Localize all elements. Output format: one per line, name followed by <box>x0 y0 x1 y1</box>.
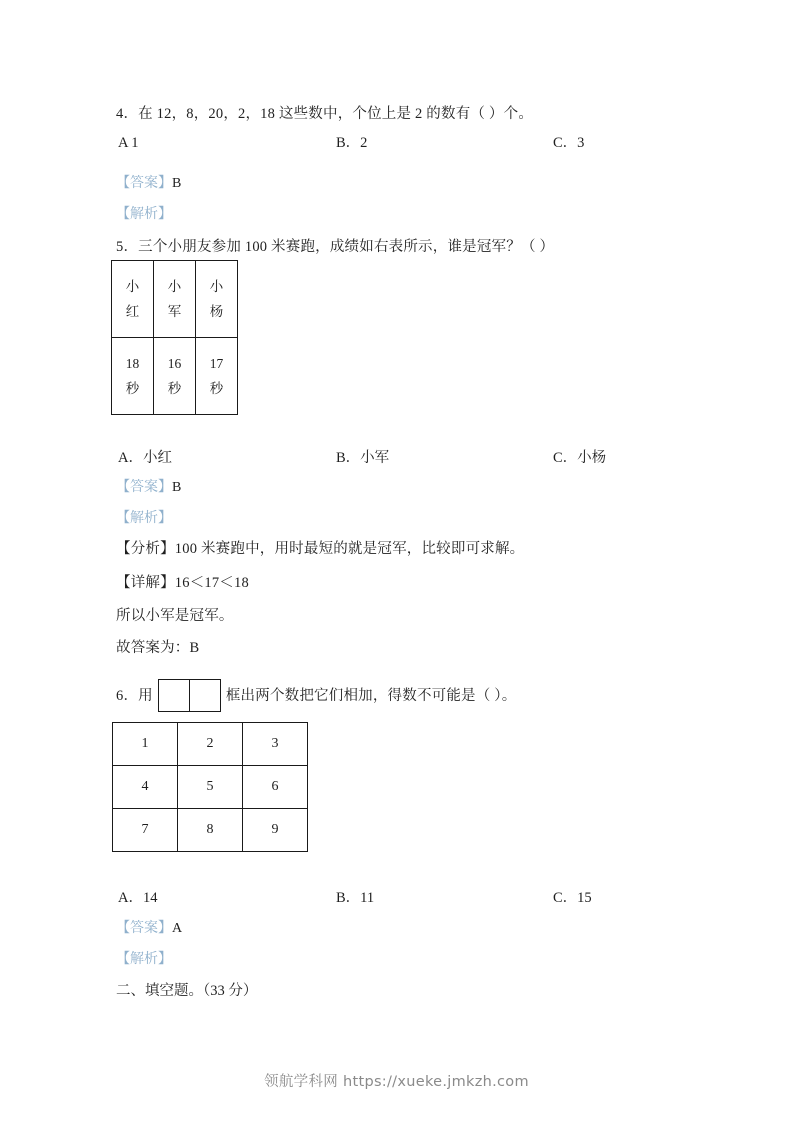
grid-cell-2-2: 5 <box>178 766 243 809</box>
question-5-explanation-line-3: 所以小军是冠军。 <box>116 608 234 624</box>
time-char-2-2: 秒 <box>167 381 182 396</box>
grid-cell-2-3: 6 <box>243 766 308 809</box>
grid-cell-1-1: 1 <box>113 723 178 766</box>
question-5-explanation-line-1: 【分析】100 米赛跑中，用时最短的就是冠军，比较即可求解。 <box>116 541 525 557</box>
question-5-explanation-line-4: 故答案为：B <box>116 640 200 656</box>
question-6-option-c[interactable]: C．15 <box>553 890 592 906</box>
name-char-2-1: 小 <box>167 279 182 294</box>
grid-cell-2-1: 4 <box>113 766 178 809</box>
grid-cell-3-1: 7 <box>113 809 178 852</box>
name-char-3-2: 杨 <box>209 304 224 319</box>
question-6-stem <box>116 680 516 713</box>
question-5-explanation-line-2: 【详解】16＜17＜18 <box>116 575 249 591</box>
time-char-3-1: 17 <box>209 356 224 371</box>
name-char-2-2: 军 <box>167 304 182 319</box>
table-row-times <box>112 338 238 415</box>
question-5-answer <box>116 478 181 498</box>
question-6-stem-suffix: 框出两个数把它们相加，得数不可能是（ ）。 <box>225 687 517 704</box>
question-4-analysis-tag: 【解析】 <box>116 207 172 222</box>
name-char-1-2: 红 <box>125 304 140 319</box>
table-cell-name-3 <box>196 261 238 338</box>
answer-value: B <box>172 176 182 191</box>
question-6-options <box>0 888 793 908</box>
grid-cell-3-2: 8 <box>178 809 243 852</box>
question-4-answer <box>116 174 181 194</box>
question-6-frame-box <box>158 679 221 712</box>
question-6-number-grid <box>112 722 308 852</box>
grid-cell-1-2: 2 <box>178 723 243 766</box>
table-cell-time-3 <box>196 338 238 415</box>
footer-watermark: 领航学科网 https://xueke.jmkzh.com <box>264 1074 529 1090</box>
name-char-1-1: 小 <box>125 279 140 294</box>
question-4-stem: 4．在 12，8，20，2，18 这些数中，个位上是 2 的数有（ ）个。 <box>116 106 534 122</box>
question-5-option-b[interactable]: B．小军 <box>336 450 390 466</box>
question-6-option-a[interactable]: A．14 <box>118 890 158 906</box>
grid-cell-1-3: 3 <box>243 723 308 766</box>
question-6-analysis-tag: 【解析】 <box>116 952 172 967</box>
section-heading-fill-in-blanks: 二、填空题。（33 分） <box>116 983 258 999</box>
question-5-option-c[interactable]: C．小杨 <box>553 450 607 466</box>
question-6-option-b[interactable]: B．11 <box>336 890 375 906</box>
table-cell-time-2 <box>154 338 196 415</box>
answer-value: B <box>172 480 182 495</box>
table-row-names <box>112 261 238 338</box>
question-4-option-a[interactable]: A 1 <box>118 135 139 151</box>
answer-tag: 【答案】 <box>116 480 172 495</box>
question-4-option-c[interactable]: C．3 <box>553 135 585 151</box>
question-4-options <box>0 133 793 153</box>
question-4-option-b[interactable]: B．2 <box>336 135 368 151</box>
question-6-stem-prefix: 6．用 <box>116 687 153 704</box>
table-cell-time-1 <box>112 338 154 415</box>
grid-cell-3-3: 9 <box>243 809 308 852</box>
table-cell-name-1 <box>112 261 154 338</box>
time-char-1-1: 18 <box>125 356 140 371</box>
time-char-2-1: 16 <box>167 356 182 371</box>
table-cell-name-2 <box>154 261 196 338</box>
time-char-1-2: 秒 <box>125 381 140 396</box>
answer-tag: 【答案】 <box>116 921 172 936</box>
question-5-option-a[interactable]: A．小红 <box>118 450 172 466</box>
question-5-stem: 5．三个小朋友参加 100 米赛跑，成绩如右表所示，谁是冠军？（ ） <box>116 239 555 255</box>
table-row <box>113 766 308 809</box>
question-5-analysis-tag: 【解析】 <box>116 511 172 526</box>
frame-cell-left <box>159 680 189 711</box>
frame-cell-right <box>189 680 220 711</box>
time-char-3-2: 秒 <box>209 381 224 396</box>
question-5-options <box>0 448 793 468</box>
question-5-race-table <box>111 260 238 415</box>
answer-tag: 【答案】 <box>116 176 172 191</box>
answer-value: A <box>172 921 183 936</box>
table-row <box>113 723 308 766</box>
name-char-3-1: 小 <box>209 279 224 294</box>
table-row <box>113 809 308 852</box>
question-6-answer <box>116 919 182 939</box>
